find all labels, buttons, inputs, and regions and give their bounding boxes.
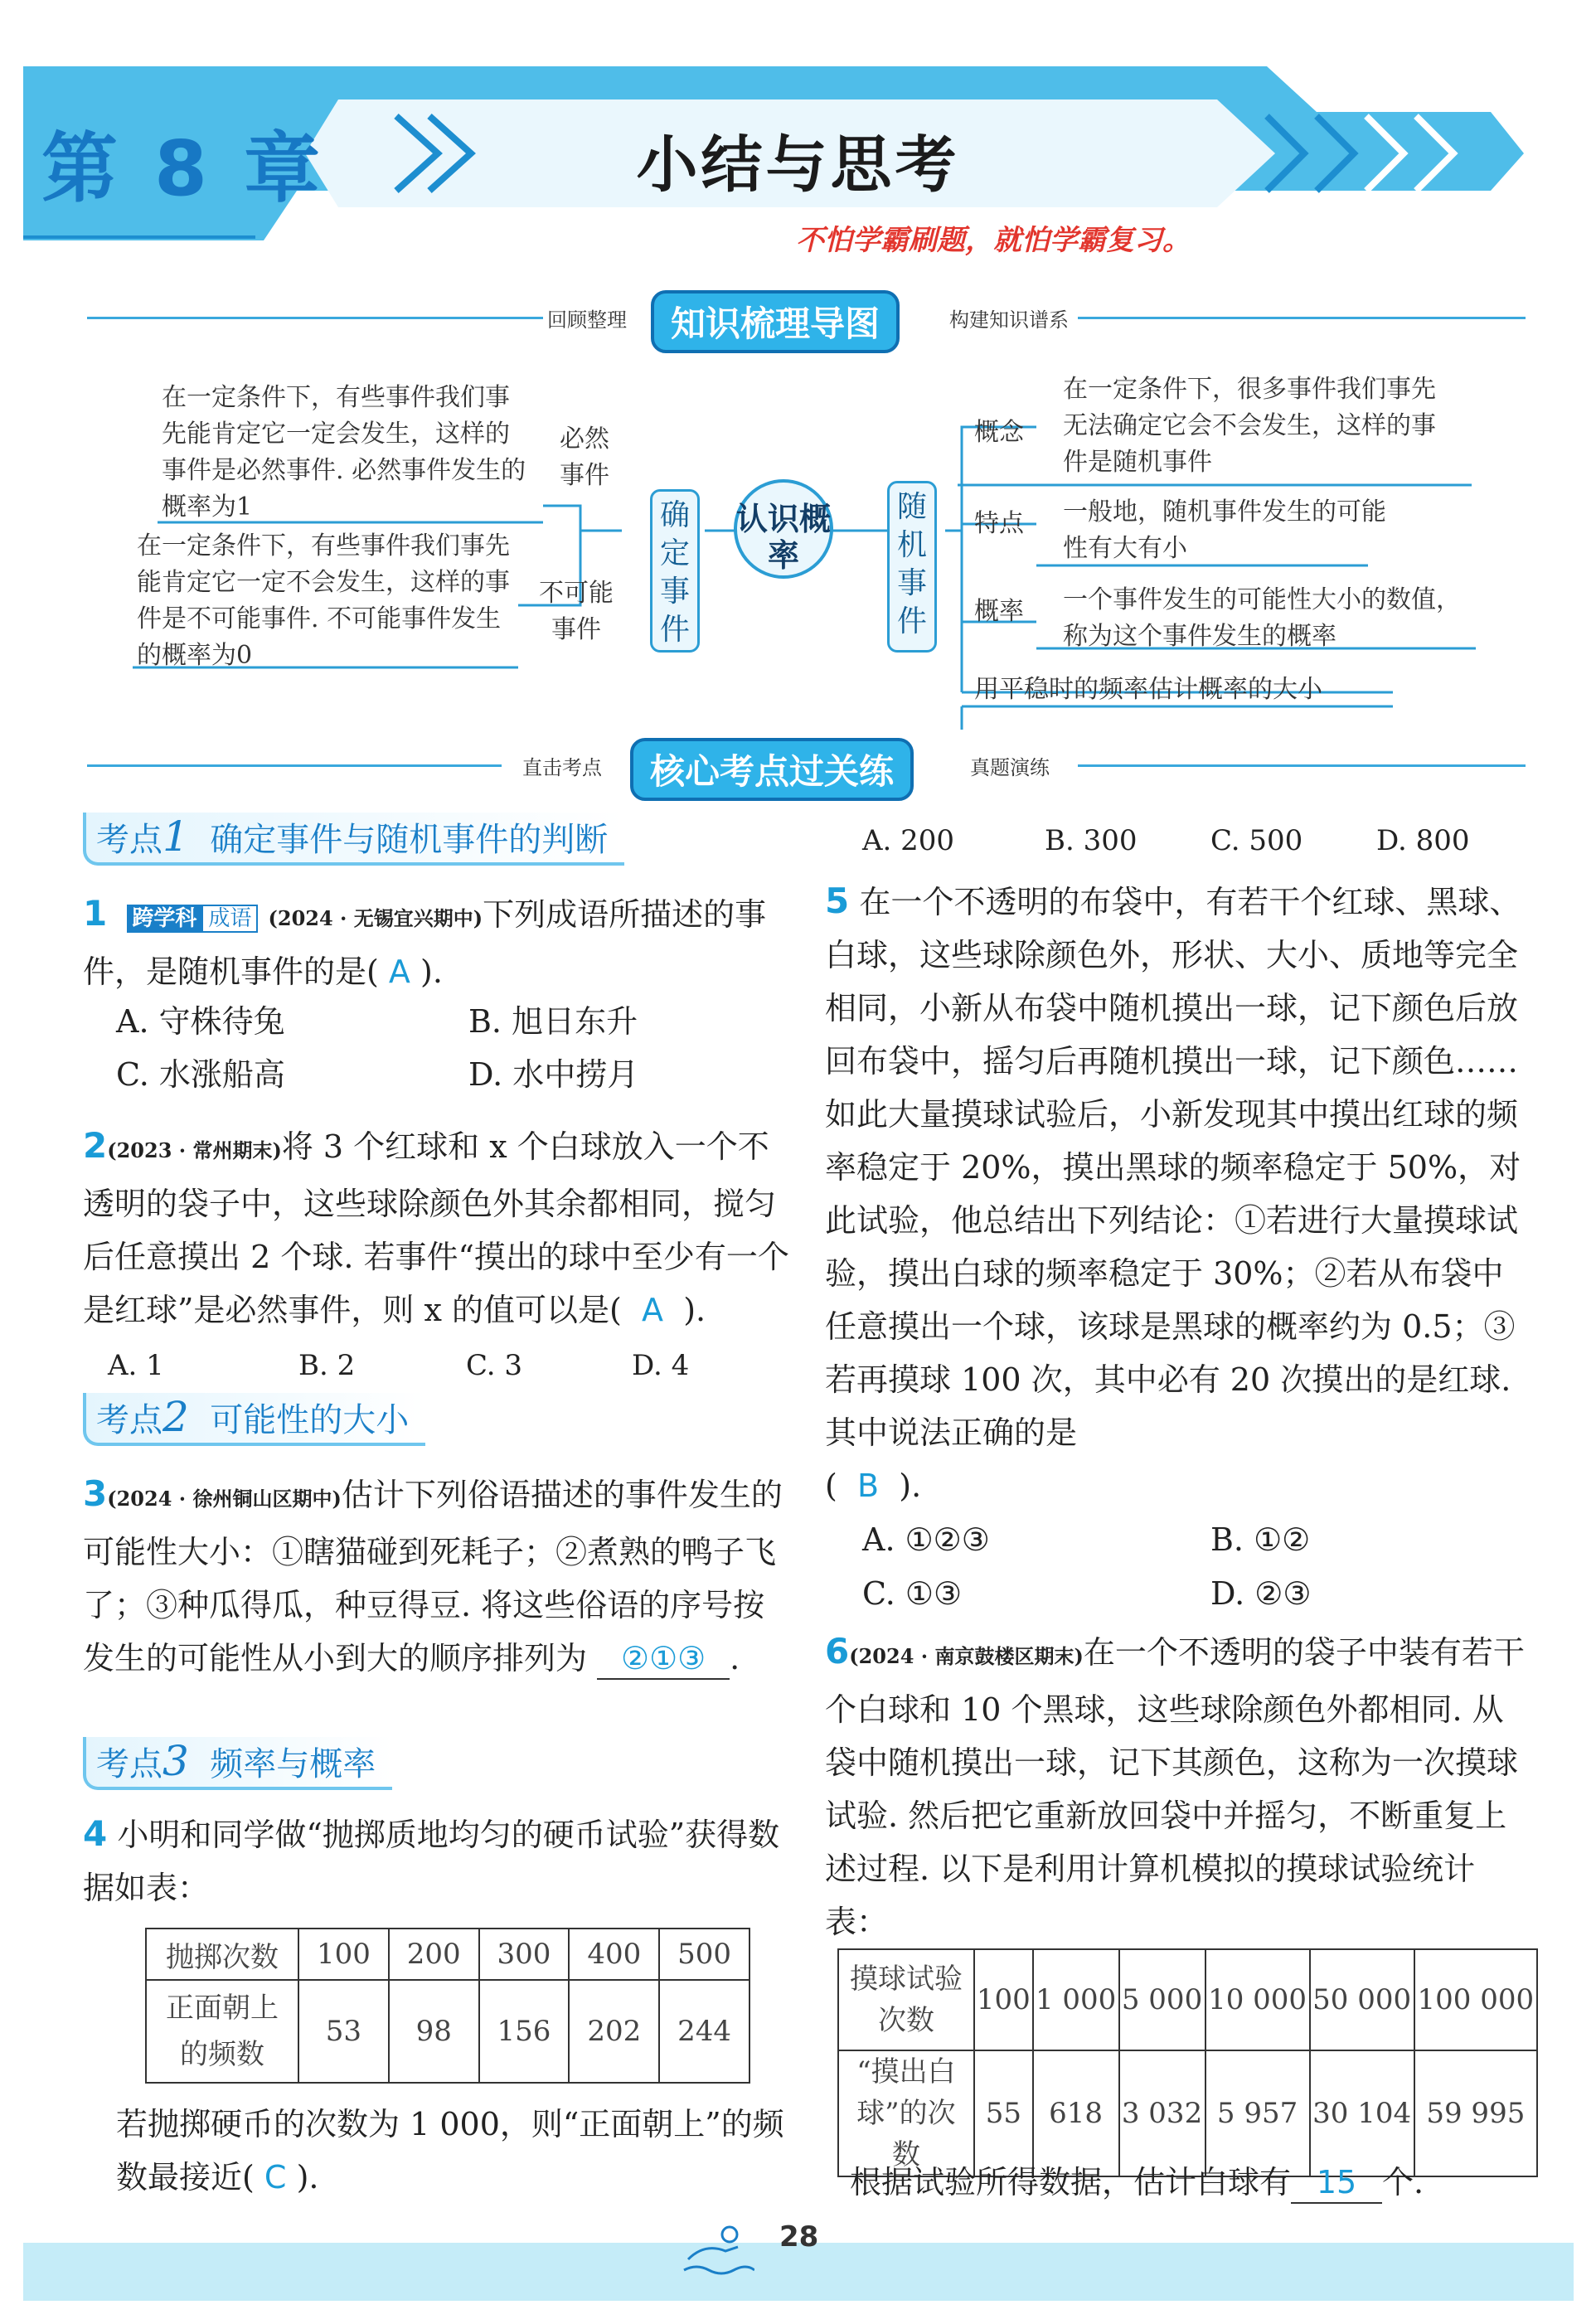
impossible-event-label: 不可能事件 — [539, 579, 614, 644]
certain-events-node: 确定事件 — [650, 489, 700, 653]
table-cell: 618 — [1033, 2050, 1119, 2176]
table-cell: 100 — [298, 1929, 389, 1980]
answer-blank: ②①③ — [597, 1638, 730, 1680]
question-5: 5 在一个不透明的布袋中，有若干个红球、黑球、白球，这些球除颜色外，形状、大小、质地等完全相同，小新从布袋中随机摸出一球，记下颜色后放回布袋中，摇匀后再随机摸出一球，记下颜色……如此大量摸球试验后，小新发现其中摸出红球的频率稳定于 20%，摸出黑球的频率稳定于 50%，对此试验，他总结出下列结论：①若进行大量摸球试验，摸出白球的频率稳定于 30%；②若从布袋中任意摸出一个球，该球是黑球的概率约为 0.5；③若再摸球 100 次，其中必有 20 次摸出的是红球. 其中说法正确的是 ( B ). — [825, 881, 1521, 1504]
section2-right-label: 真题演练 — [970, 756, 1050, 779]
question-2: 2(2023 · 常州期末)将 3 个红球和 x 个白球放入一个不透明的袋子中，这些球除颜色外其余都相同，搅匀后任意摸出 2 个球. 若事件“摸出的球中至少有一个是红球”是必然事件，则 x 的值可以是( A ). — [83, 1125, 789, 1328]
question-6-followup: 根据试验所得数据，估计白球有 15 个. — [850, 2156, 1538, 2209]
option-d: D. 800 — [1376, 824, 1470, 857]
certain-event-label: 必然事件 — [560, 425, 609, 490]
answer: B — [857, 1468, 880, 1504]
table-cell: 1 000 — [1033, 1949, 1119, 2050]
option-c: C. 3 — [466, 1349, 523, 1382]
kaodian-3-heading: 考点3 频率与概率 — [83, 1737, 392, 1790]
option-b: B. 300 — [1045, 824, 1138, 857]
table-cell: 3 032 — [1119, 2050, 1205, 2176]
table-cell: 202 — [569, 1980, 659, 2083]
table-cell: 200 — [389, 1929, 479, 1980]
page-title: 小结与思考 — [636, 129, 960, 201]
section2-left-label: 直击考点 — [522, 756, 602, 779]
probability-text: 一个事件发生的可能性大小的数值，称为这个事件发生的概率 — [1063, 585, 1461, 651]
option-b: B. ①② — [1210, 1521, 1311, 1558]
divider-line — [1078, 317, 1526, 319]
question-4: 4 小明和同学做“抛掷质地均匀的硬币试验”获得数据如表： — [83, 1813, 780, 1906]
concept-label: 概念 — [974, 418, 1024, 447]
swimmer-icon — [680, 2222, 754, 2280]
table-cell: 10 000 — [1205, 1949, 1310, 2050]
probability-label: 概率 — [974, 597, 1024, 626]
table-header: 抛掷次数 — [146, 1929, 298, 1980]
idiom-tag: 成语 — [201, 905, 258, 933]
table-cell: 5 957 — [1205, 2050, 1310, 2176]
table-cell: 100 — [974, 1949, 1033, 2050]
kaodian-1-heading: 考点1 确定事件与随机事件的判断 — [83, 813, 624, 866]
answer-blank: 15 — [1291, 2162, 1382, 2204]
feature-label: 特点 — [974, 509, 1024, 538]
divider-line — [87, 764, 502, 767]
table-header: “摸出白球”的次数 — [838, 2050, 974, 2176]
table-header: 摸球试验次数 — [838, 1949, 974, 2050]
question-1: 1 跨学科 成语 (2024 · 无锡宜兴期中)下列成语所描述的事件，是随机事件的是( A ). — [83, 893, 767, 990]
table-cell: 300 — [479, 1929, 570, 1980]
impossible-event-text: 在一定条件下，有些事件我们事先能肯定它一定不会发生，这样的事件是不可能事件. 不可能事件发生的概率为0 — [137, 531, 510, 670]
slogan: 不怕学霸刷题，就怕学霸复习。 — [796, 224, 1191, 257]
table-header: 正面朝上的频数 — [146, 1980, 298, 2083]
center-node: 认识概率 — [736, 501, 832, 574]
random-events-node: 随机事件 — [887, 481, 937, 653]
chapter-label: 第 8 章 — [41, 124, 326, 213]
coin-toss-table — [145, 1928, 750, 2084]
table-cell: 30 104 — [1310, 2050, 1414, 2176]
feature-text: 一般地，随机事件发生的可能性有大有小 — [1063, 497, 1386, 563]
option-c: C. 500 — [1210, 824, 1303, 857]
page-number: 28 — [779, 2220, 819, 2254]
option-c: C. ①③ — [862, 1575, 963, 1612]
table-cell: 244 — [659, 1980, 749, 2083]
ball-draw-table — [837, 1948, 1538, 2177]
option-d: D. 4 — [632, 1349, 690, 1382]
divider-line — [87, 317, 543, 319]
table-cell: 53 — [298, 1980, 389, 2083]
kaodian-2-heading: 考点2 可能性的大小 — [83, 1393, 425, 1446]
frequency-text: 用平稳时的频率估计概率的大小 — [974, 675, 1322, 704]
answer: A — [388, 953, 410, 990]
divider-line — [1078, 764, 1526, 767]
table-cell: 59 995 — [1414, 2050, 1537, 2176]
table-cell: 50 000 — [1310, 1949, 1414, 2050]
section1-right-label: 构建知识谱系 — [949, 308, 1069, 332]
question-6: 6(2024 · 南京鼓楼区期末)在一个不透明的袋子中装有若干个白球和 10 个黑球，这些球除颜色外都相同. 从袋中随机摸出一球，记下其颜色，这称为一次摸球试验. 然后把它重新放回袋中并摇匀，不断重复上述过程. 以下是利用计算机模拟的摸球试验统计表： — [825, 1631, 1525, 1940]
table-cell: 156 — [479, 1980, 570, 2083]
option-d: D. 水中捞月 — [468, 1056, 639, 1093]
answer: A — [642, 1292, 664, 1328]
table-cell: 98 — [389, 1980, 479, 2083]
section1-left-label: 回顾整理 — [547, 308, 627, 332]
concept-text: 在一定条件下，很多事件我们事先无法确定它会不会发生，这样的事件是随机事件 — [1063, 375, 1436, 477]
question-3: 3(2024 · 徐州铜山区期中)估计下列俗语描述的事件发生的可能性大小：①瞎猫碰到死耗子；②煮熟的鸭子飞了；③种瓜得瓜，种豆得豆. 将这些俗语的序号按发生的可能性从小到大的顺序排列为 ②①③ . — [83, 1468, 796, 1685]
option-b: B. 2 — [298, 1349, 356, 1382]
option-a: A. 200 — [862, 824, 955, 857]
section2-title: 核心考点过关练 — [630, 738, 914, 801]
table-cell: 400 — [569, 1929, 659, 1980]
option-a: A. 守株待兔 — [116, 1003, 285, 1040]
section1-title: 知识梳理导图 — [651, 290, 900, 353]
option-b: B. 旭日东升 — [468, 1003, 638, 1040]
interdisciplinary-tag: 跨学科 — [127, 905, 201, 933]
answer: C — [264, 2159, 287, 2195]
table-cell: 5 000 — [1119, 1949, 1205, 2050]
option-a: A. ①②③ — [862, 1521, 990, 1558]
question-4-followup: 若抛掷硬币的次数为 1 000，则“正面朝上”的频数最接近( C ). — [116, 2106, 784, 2195]
table-cell: 500 — [659, 1929, 749, 1980]
table-cell: 55 — [974, 2050, 1033, 2176]
option-a: A. 1 — [108, 1349, 164, 1382]
table-cell: 100 000 — [1414, 1949, 1537, 2050]
option-c: C. 水涨船高 — [116, 1056, 285, 1093]
certain-event-text: 在一定条件下，有些事件我们事先能肯定它一定会发生，这样的事件是必然事件. 必然事件发生的概率为1 — [162, 383, 526, 522]
option-d: D. ②③ — [1210, 1575, 1312, 1612]
